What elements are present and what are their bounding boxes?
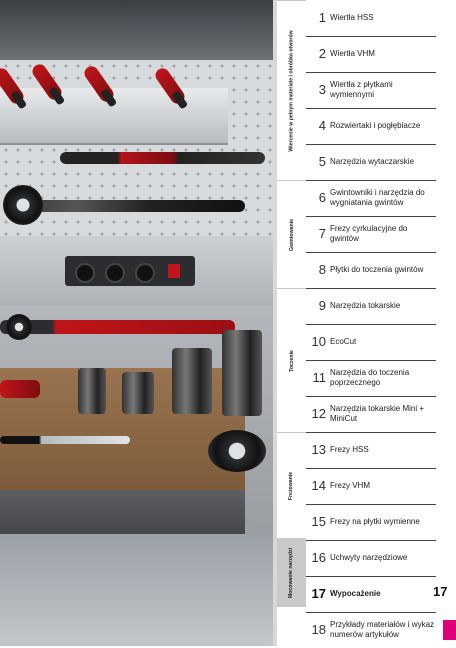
red-handle [0,380,40,398]
toc-label: Wiertła HSS [330,12,374,22]
toc-label: Frezy VHM [330,480,370,490]
toc-item-12[interactable] [306,396,436,433]
toc-number: 2 [318,46,326,62]
die-nut [208,430,266,472]
section-color-tab [443,620,456,640]
toc-number: 17 [311,586,326,602]
toc-number: 12 [311,406,326,422]
tap-holder [172,348,212,414]
toc-number: 14 [311,478,326,494]
toc-item-16[interactable] [306,540,436,577]
section-tool-clamping [277,538,306,607]
page-number: 17 [433,584,448,599]
toc-number: 8 [318,262,326,278]
toc-number: 1 [318,10,326,26]
section-turning [277,288,306,433]
tap-holder [78,368,106,414]
toc-number: 4 [318,118,326,134]
section-threading [277,180,306,289]
toc-number: 16 [311,550,326,566]
section-label: Gwintowanie [288,219,295,251]
toc-item-13[interactable] [306,432,436,469]
toc-label: Gwintowniki i narzędzia do wygniatania gwintów [330,187,425,207]
toc-number: 10 [311,334,326,350]
toc-number: 9 [318,298,326,314]
tool-shelf [0,88,228,145]
toc-label: Rozwiertaki i pogłębiacze [330,120,421,130]
workbench-front [0,490,245,534]
floor [0,534,273,646]
power-strip [65,256,195,286]
toc-label: Uchwyty narzędziowe [330,552,408,562]
toc-label: Frezy HSS [330,444,369,454]
photo-top-shadow [0,0,273,62]
toc-item-4[interactable] [306,108,436,145]
toc-label: Frezy cyrkulacyjne do gwintów [330,223,408,243]
tap-wrench [60,152,265,164]
toc-item-8[interactable] [306,252,436,289]
tap-adapter [222,330,262,416]
die-ring [3,185,43,225]
toc-label: Wiertła z płytkami wymiennymi [330,79,393,99]
toc-number: 3 [318,82,326,98]
toc-label: Wypocażenie [330,588,381,598]
toc-item-9[interactable] [306,288,436,325]
toc-item-1[interactable] [306,0,436,37]
toc-item-3[interactable] [306,72,436,109]
toc-item-18[interactable] [306,612,436,648]
toc-label: Narzędzia wytaczarskie [330,156,415,166]
toc-label: Płytki do toczenia gwintów [330,264,424,274]
toc-item-7[interactable] [306,216,436,253]
toc-item-15[interactable] [306,504,436,541]
section-label: Mocowanie narzędzi [288,547,295,599]
section-drilling [277,0,306,181]
toc-label: Narzędzia do toczenia poprzecznego [330,367,410,387]
toc-number: 13 [311,442,326,458]
toc-number: 7 [318,226,326,242]
tap-holder [122,372,154,414]
section-label: Wiercenie w pełnym materiale i obróbka otworów [288,30,295,152]
section-milling [277,432,306,539]
toc-label: Narzędzia tokarskie Mini + MiniCut [330,403,425,423]
toc-item-14[interactable] [306,468,436,505]
toc-item-6[interactable] [306,180,436,217]
section-label: Frezowanie [288,471,295,501]
toc-item-5[interactable] [306,144,436,181]
toc-item-11[interactable] [306,360,436,397]
toc-number: 18 [311,622,326,638]
toc-label: Frezy na płytki wymienne [330,516,420,526]
toc-item-2[interactable] [306,36,436,73]
toc-label: Narzędzia tokarskie [330,300,401,310]
toc-label: EcoCut [330,336,357,346]
toc-number: 15 [311,514,326,530]
screwdriver [0,436,130,444]
ratchet-wrench [0,320,235,334]
toc-label: Przykłady materiałów i wykaz numerów artykułów [330,619,435,639]
toc-number: 6 [318,190,326,206]
section-label: Toczenie [288,350,295,372]
toc-item-10[interactable] [306,324,436,361]
toc-label: Wiertła VHM [330,48,375,58]
ratchet-head [6,314,32,340]
toc-item-17-current[interactable] [306,576,436,613]
toc-number: 5 [318,154,326,170]
toc-number: 11 [312,370,326,386]
